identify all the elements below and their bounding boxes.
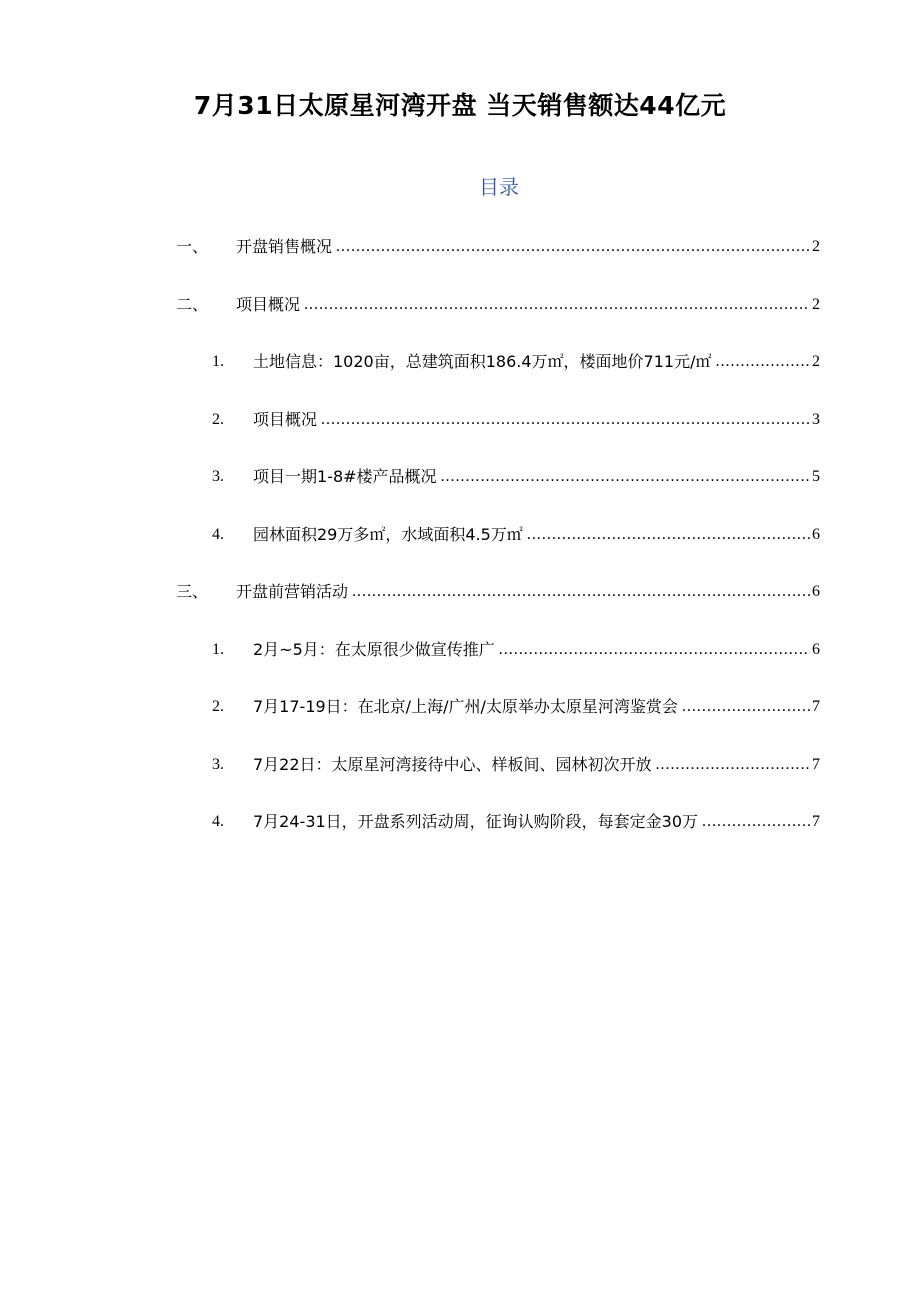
toc-dot-leader [321, 409, 810, 431]
toc-heading: 目录 [479, 175, 519, 199]
toc-entry-text[interactable]: 7月17-19日：在北京/上海/广州/太原举办太原星河湾鉴赏会 [253, 697, 678, 716]
toc-entry[interactable] [212, 639, 820, 661]
toc-dot-leader [682, 696, 810, 718]
toc-dot-leader [527, 524, 810, 546]
toc-entry[interactable] [176, 294, 820, 316]
toc-entry[interactable] [212, 811, 820, 833]
toc-dot-leader [336, 236, 810, 258]
toc-entry[interactable] [212, 409, 820, 431]
toc-dot-leader [352, 581, 810, 603]
toc-entry[interactable] [212, 466, 820, 488]
toc-entry-page[interactable]: 7 [812, 756, 820, 773]
toc-entry[interactable] [176, 236, 820, 258]
toc-entry-text[interactable]: 土地信息：1020亩，总建筑面积186.4万㎡，楼面地价711元/㎡ [253, 352, 712, 371]
toc-entry-page[interactable]: 2 [812, 353, 820, 370]
toc-entry-number: 2. [212, 698, 224, 715]
toc-entry-text[interactable]: 项目概况 [236, 295, 301, 314]
toc-entry-page[interactable]: 2 [812, 296, 820, 313]
toc-entry-number: 二、 [176, 295, 209, 314]
toc-entry-number: 2. [212, 411, 224, 428]
toc-entry-page[interactable]: 6 [812, 526, 820, 543]
toc-entry-text[interactable]: 7月24-31日，开盘系列活动周，征询认购阶段，每套定金30万 [253, 812, 699, 831]
toc-entry[interactable] [212, 696, 820, 718]
toc-entry-number: 4. [212, 813, 224, 830]
toc-dot-leader [304, 294, 810, 316]
toc-entry-page[interactable]: 5 [812, 468, 820, 485]
toc-dot-leader [702, 811, 810, 833]
toc-entry-number: 三、 [176, 582, 209, 601]
toc-entry-text[interactable]: 项目一期1-8#楼产品概况 [253, 467, 437, 486]
toc-entry-page[interactable]: 3 [812, 411, 820, 428]
toc-entry[interactable] [212, 754, 820, 776]
toc-dot-leader [499, 639, 810, 661]
toc-entry-number: 1. [212, 641, 224, 658]
toc-dot-leader [715, 351, 810, 373]
toc-entry-text[interactable]: 项目概况 [253, 410, 318, 429]
toc-entry-page[interactable]: 6 [812, 583, 820, 600]
toc-entry-page[interactable]: 7 [812, 698, 820, 715]
document-title: 7月31日太原星河湾开盘 当天销售额达44亿元 [193, 91, 727, 120]
toc-entry-number: 1. [212, 353, 224, 370]
toc-entry-text[interactable]: 2月~5月：在太原很少做宣传推广 [253, 640, 495, 659]
toc-entry-number: 3. [212, 468, 224, 485]
toc-entry-page[interactable]: 2 [812, 238, 820, 255]
toc-entry-number: 3. [212, 756, 224, 773]
toc-entry-text[interactable]: 开盘销售概况 [236, 237, 333, 256]
toc-entry[interactable] [176, 581, 820, 603]
toc-entry-text[interactable]: 园林面积29万多㎡，水域面积4.5万㎡ [253, 525, 523, 544]
toc-entry[interactable] [212, 351, 820, 373]
toc-entry-page[interactable]: 7 [812, 813, 820, 830]
toc-entry-number: 4. [212, 526, 224, 543]
toc-entry-page[interactable]: 6 [812, 641, 820, 658]
toc-dot-leader [441, 466, 810, 488]
toc-entry-number: 一、 [176, 237, 209, 256]
toc-entry[interactable] [212, 524, 820, 546]
toc-entry-text[interactable]: 7月22日：太原星河湾接待中心、样板间、园林初次开放 [253, 755, 652, 774]
toc-entry-text[interactable]: 开盘前营销活动 [236, 582, 349, 601]
toc-dot-leader [656, 754, 810, 776]
